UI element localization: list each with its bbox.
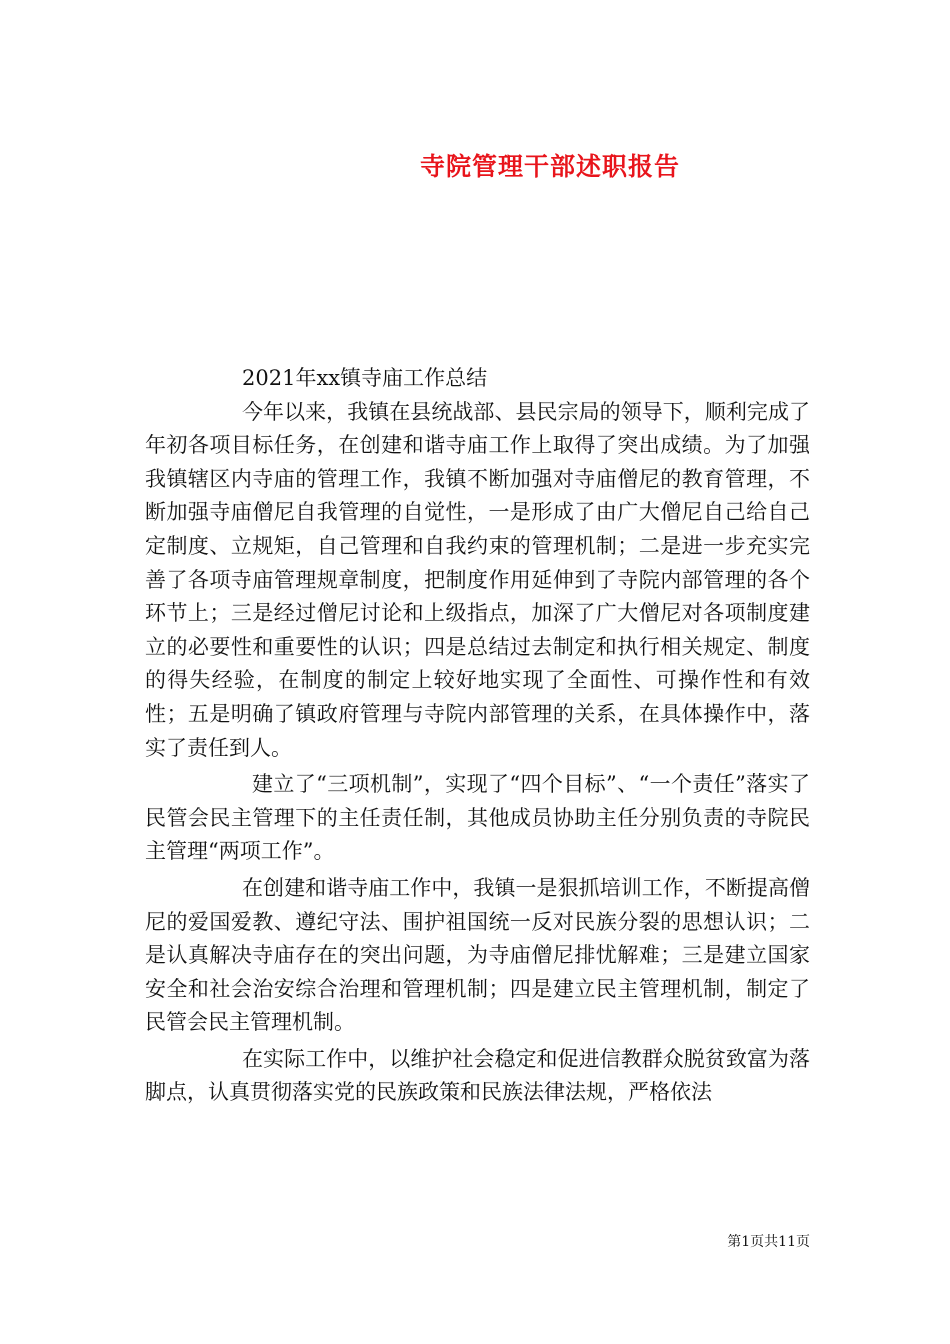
document-subtitle: 2021年xx镇寺庙工作总结: [242, 366, 488, 390]
document-title: 寺院管理干部述职报告: [419, 151, 680, 181]
document-body: [145, 362, 810, 1110]
paragraph-3: 在创建和谐寺庙工作中，我镇一是狠抓培训工作，不断提高僧尼的爱国爱教、遵纪守法、围护祖国统一反对民族分裂的思想认识；二是认真解决寺庙存在的突出问题，为寺庙僧尼排忧解难；三是建立国家安全和社会治安综合治理和管理机制；四是建立民主管理机制，制定了民管会民主管理机制。: [145, 875, 810, 1035]
paragraph-2: 建立了“三项机制”，实现了“四个目标”、“一个责任”落实了民管会民主管理下的主任责任制，其他成员协助主任分别负责的寺院民主管理“两项工作”。: [145, 772, 810, 864]
page-number: 第1页共11页: [727, 1234, 810, 1250]
paragraph-4: 在实际工作中，以维护社会稳定和促进信教群众脱贫致富为落脚点，认真贯彻落实党的民族政策和民族法律法规，严格依法: [145, 1046, 810, 1105]
paragraph-1: 今年以来，我镇在县统战部、县民宗局的领导下，顺利完成了年初各项目标任务，在创建和谐寺庙工作上取得了突出成绩。为了加强我镇辖区内寺庙的管理工作，我镇不断加强对寺庙僧尼的教育管理，不断加强寺庙僧尼自我管理的自觉性，一是形成了由广大僧尼自己给自己定制度、立规矩，自己管理和自我约束的管理机制；二是进一步充实完善了各项寺庙管理规章制度，把制度作用延伸到了寺院内部管理的各个环节上；三是经过僧尼讨论和上级指点，加深了广大僧尼对各项制度建立的必要性和重要性的认识；四是总结过去制定和执行相关规定、制度的得失经验，在制度的制定上较好地实现了全面性、可操作性和有效性；五是明确了镇政府管理与寺院内部管理的关系，在具体操作中，落实了责任到人。: [145, 399, 810, 760]
